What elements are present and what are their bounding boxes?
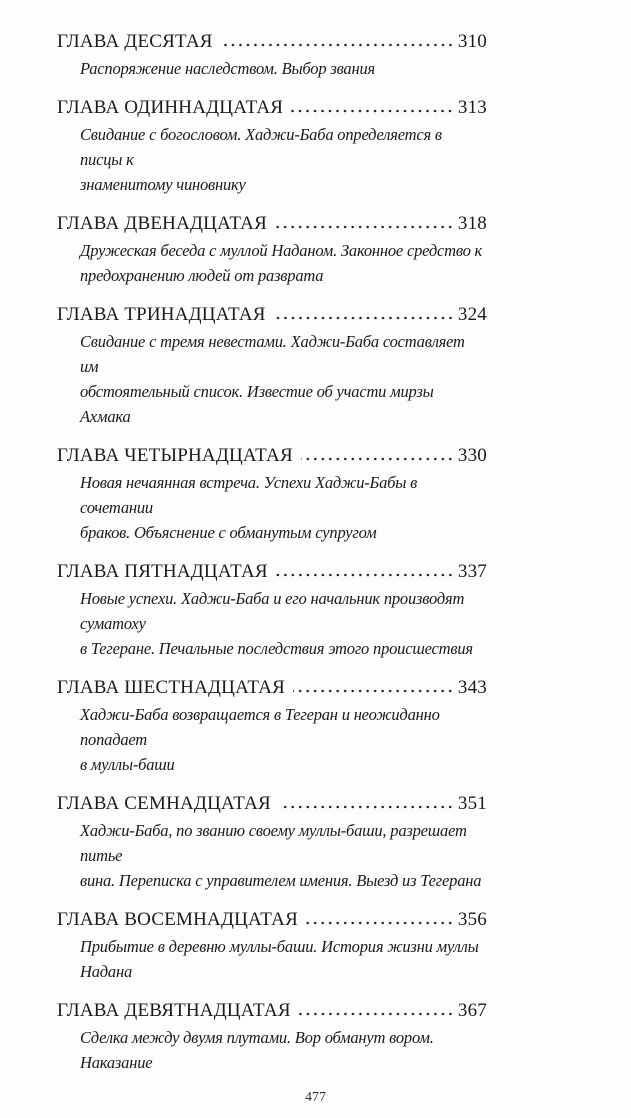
dot-leader: [274, 315, 454, 321]
toc-entry-heading[interactable]: [57, 676, 487, 700]
chapter-description-line: в Тегеране. Печальные последствия этого происшествия: [80, 639, 473, 658]
chapter-page-number: 367: [457, 1000, 487, 1021]
dot-leader: [299, 1011, 454, 1017]
dot-leader: [221, 42, 454, 48]
toc-entry[interactable]: [57, 908, 487, 984]
chapter-page-number: 343: [457, 677, 487, 698]
chapter-description: [57, 1025, 487, 1075]
dot-leader: [291, 108, 454, 114]
chapter-description-line: Свидание с тремя невестами. Хаджи-Баба составляет им: [80, 332, 465, 376]
toc-entry[interactable]: [57, 792, 487, 893]
chapter-title: ГЛАВА ДВЕНАДЦАТАЯ: [57, 213, 267, 234]
chapter-description-line: в муллы-баши: [80, 755, 175, 774]
toc-entry-heading[interactable]: [57, 999, 487, 1023]
toc-entry[interactable]: [57, 303, 487, 429]
chapter-description-line: вина. Переписка с управителем имения. Выезд из Тегерана: [80, 871, 482, 890]
chapter-title: ГЛАВА ДЕВЯТНАДЦАТАЯ: [57, 1000, 291, 1021]
chapter-page-number: 337: [457, 561, 487, 582]
chapter-description: [57, 122, 487, 197]
chapter-title: ГЛАВА ОДИННАДЦАТАЯ: [57, 97, 284, 118]
chapter-description-line: браков. Объяснение с обманутым супругом: [80, 523, 377, 542]
chapter-description: [57, 470, 487, 545]
dot-leader: [306, 920, 454, 926]
page-number: 477: [305, 1090, 326, 1105]
chapter-description-line: Сделка между двумя плутами. Вор обманут вором. Наказание: [80, 1028, 434, 1072]
chapter-description: [57, 818, 487, 893]
dot-leader: [293, 688, 454, 694]
toc-entry-heading[interactable]: [57, 303, 487, 327]
chapter-page-number: 310: [457, 31, 487, 52]
chapter-description-line: обстоятельный список. Известие об участи мирзы Ахмака: [80, 382, 434, 426]
chapter-page-number: 318: [457, 213, 487, 234]
chapter-page-number: 351: [457, 793, 487, 814]
chapter-page-number: 313: [457, 97, 487, 118]
chapter-description-line: Дружеская беседа с муллой Наданом. Законное средство к: [80, 241, 483, 260]
dot-leader: [301, 456, 454, 462]
chapter-page-number: 330: [457, 445, 487, 466]
chapter-description: [57, 238, 487, 288]
toc-entry-heading[interactable]: [57, 444, 487, 468]
chapter-description: [57, 702, 487, 777]
chapter-title: ГЛАВА ПЯТНАДЦАТАЯ: [57, 561, 268, 582]
toc-entry[interactable]: [57, 444, 487, 545]
toc-entry-heading[interactable]: [57, 30, 487, 54]
toc-entry[interactable]: [57, 96, 487, 197]
dot-leader: [276, 572, 454, 578]
chapter-title: ГЛАВА ДЕСЯТАЯ: [57, 31, 213, 52]
chapter-description-line: Хаджи-Баба, по званию своему муллы-баши, разрешает питье: [80, 821, 467, 865]
toc-entry[interactable]: [57, 30, 487, 81]
chapter-description: [57, 56, 487, 81]
chapter-description: [57, 329, 487, 429]
chapter-title: ГЛАВА ШЕСТНАДЦАТАЯ: [57, 677, 285, 698]
toc-entry-heading[interactable]: [57, 560, 487, 584]
chapter-description-line: Прибытие в деревню муллы-баши. История жизни муллы Надана: [80, 937, 479, 981]
chapter-description: [57, 934, 487, 984]
toc-entry-heading[interactable]: [57, 792, 487, 816]
chapter-description-line: Новые успехи. Хаджи-Баба и его начальник производят суматоху: [80, 589, 465, 633]
toc-entry-heading[interactable]: [57, 908, 487, 932]
chapter-description-line: Новая нечаянная встреча. Успехи Хаджи-Бабы в сочетании: [80, 473, 418, 517]
chapter-title: ГЛАВА ТРИНАДЦАТАЯ: [57, 304, 266, 325]
dot-leader: [275, 224, 454, 230]
chapter-page-number: 324: [457, 304, 487, 325]
chapter-title: ГЛАВА ВОСЕМНАДЦАТАЯ: [57, 909, 298, 930]
toc-entry[interactable]: [57, 212, 487, 288]
toc-entry[interactable]: [57, 676, 487, 777]
chapter-description-line: Свидание с богословом. Хаджи-Баба определяется в писцы к: [80, 125, 442, 169]
toc-entry[interactable]: [57, 999, 487, 1075]
chapter-description: [57, 586, 487, 661]
chapter-description-line: предохранению людей от разврата: [80, 266, 324, 285]
chapter-description-line: Распоряжение наследством. Выбор звания: [80, 59, 375, 78]
chapter-title: ГЛАВА ЧЕТЫРНАДЦАТАЯ: [57, 445, 293, 466]
chapter-page-number: 356: [457, 909, 487, 930]
toc-entry[interactable]: [57, 560, 487, 661]
chapter-description-line: Хаджи-Баба возвращается в Тегеран и неожиданно попадает: [80, 705, 440, 749]
toc-entry-heading[interactable]: [57, 96, 487, 120]
dot-leader: [279, 804, 454, 810]
chapter-title: ГЛАВА СЕМНАДЦАТАЯ: [57, 793, 271, 814]
toc-entry-heading[interactable]: [57, 212, 487, 236]
chapter-description-line: знаменитому чиновнику: [80, 175, 246, 194]
